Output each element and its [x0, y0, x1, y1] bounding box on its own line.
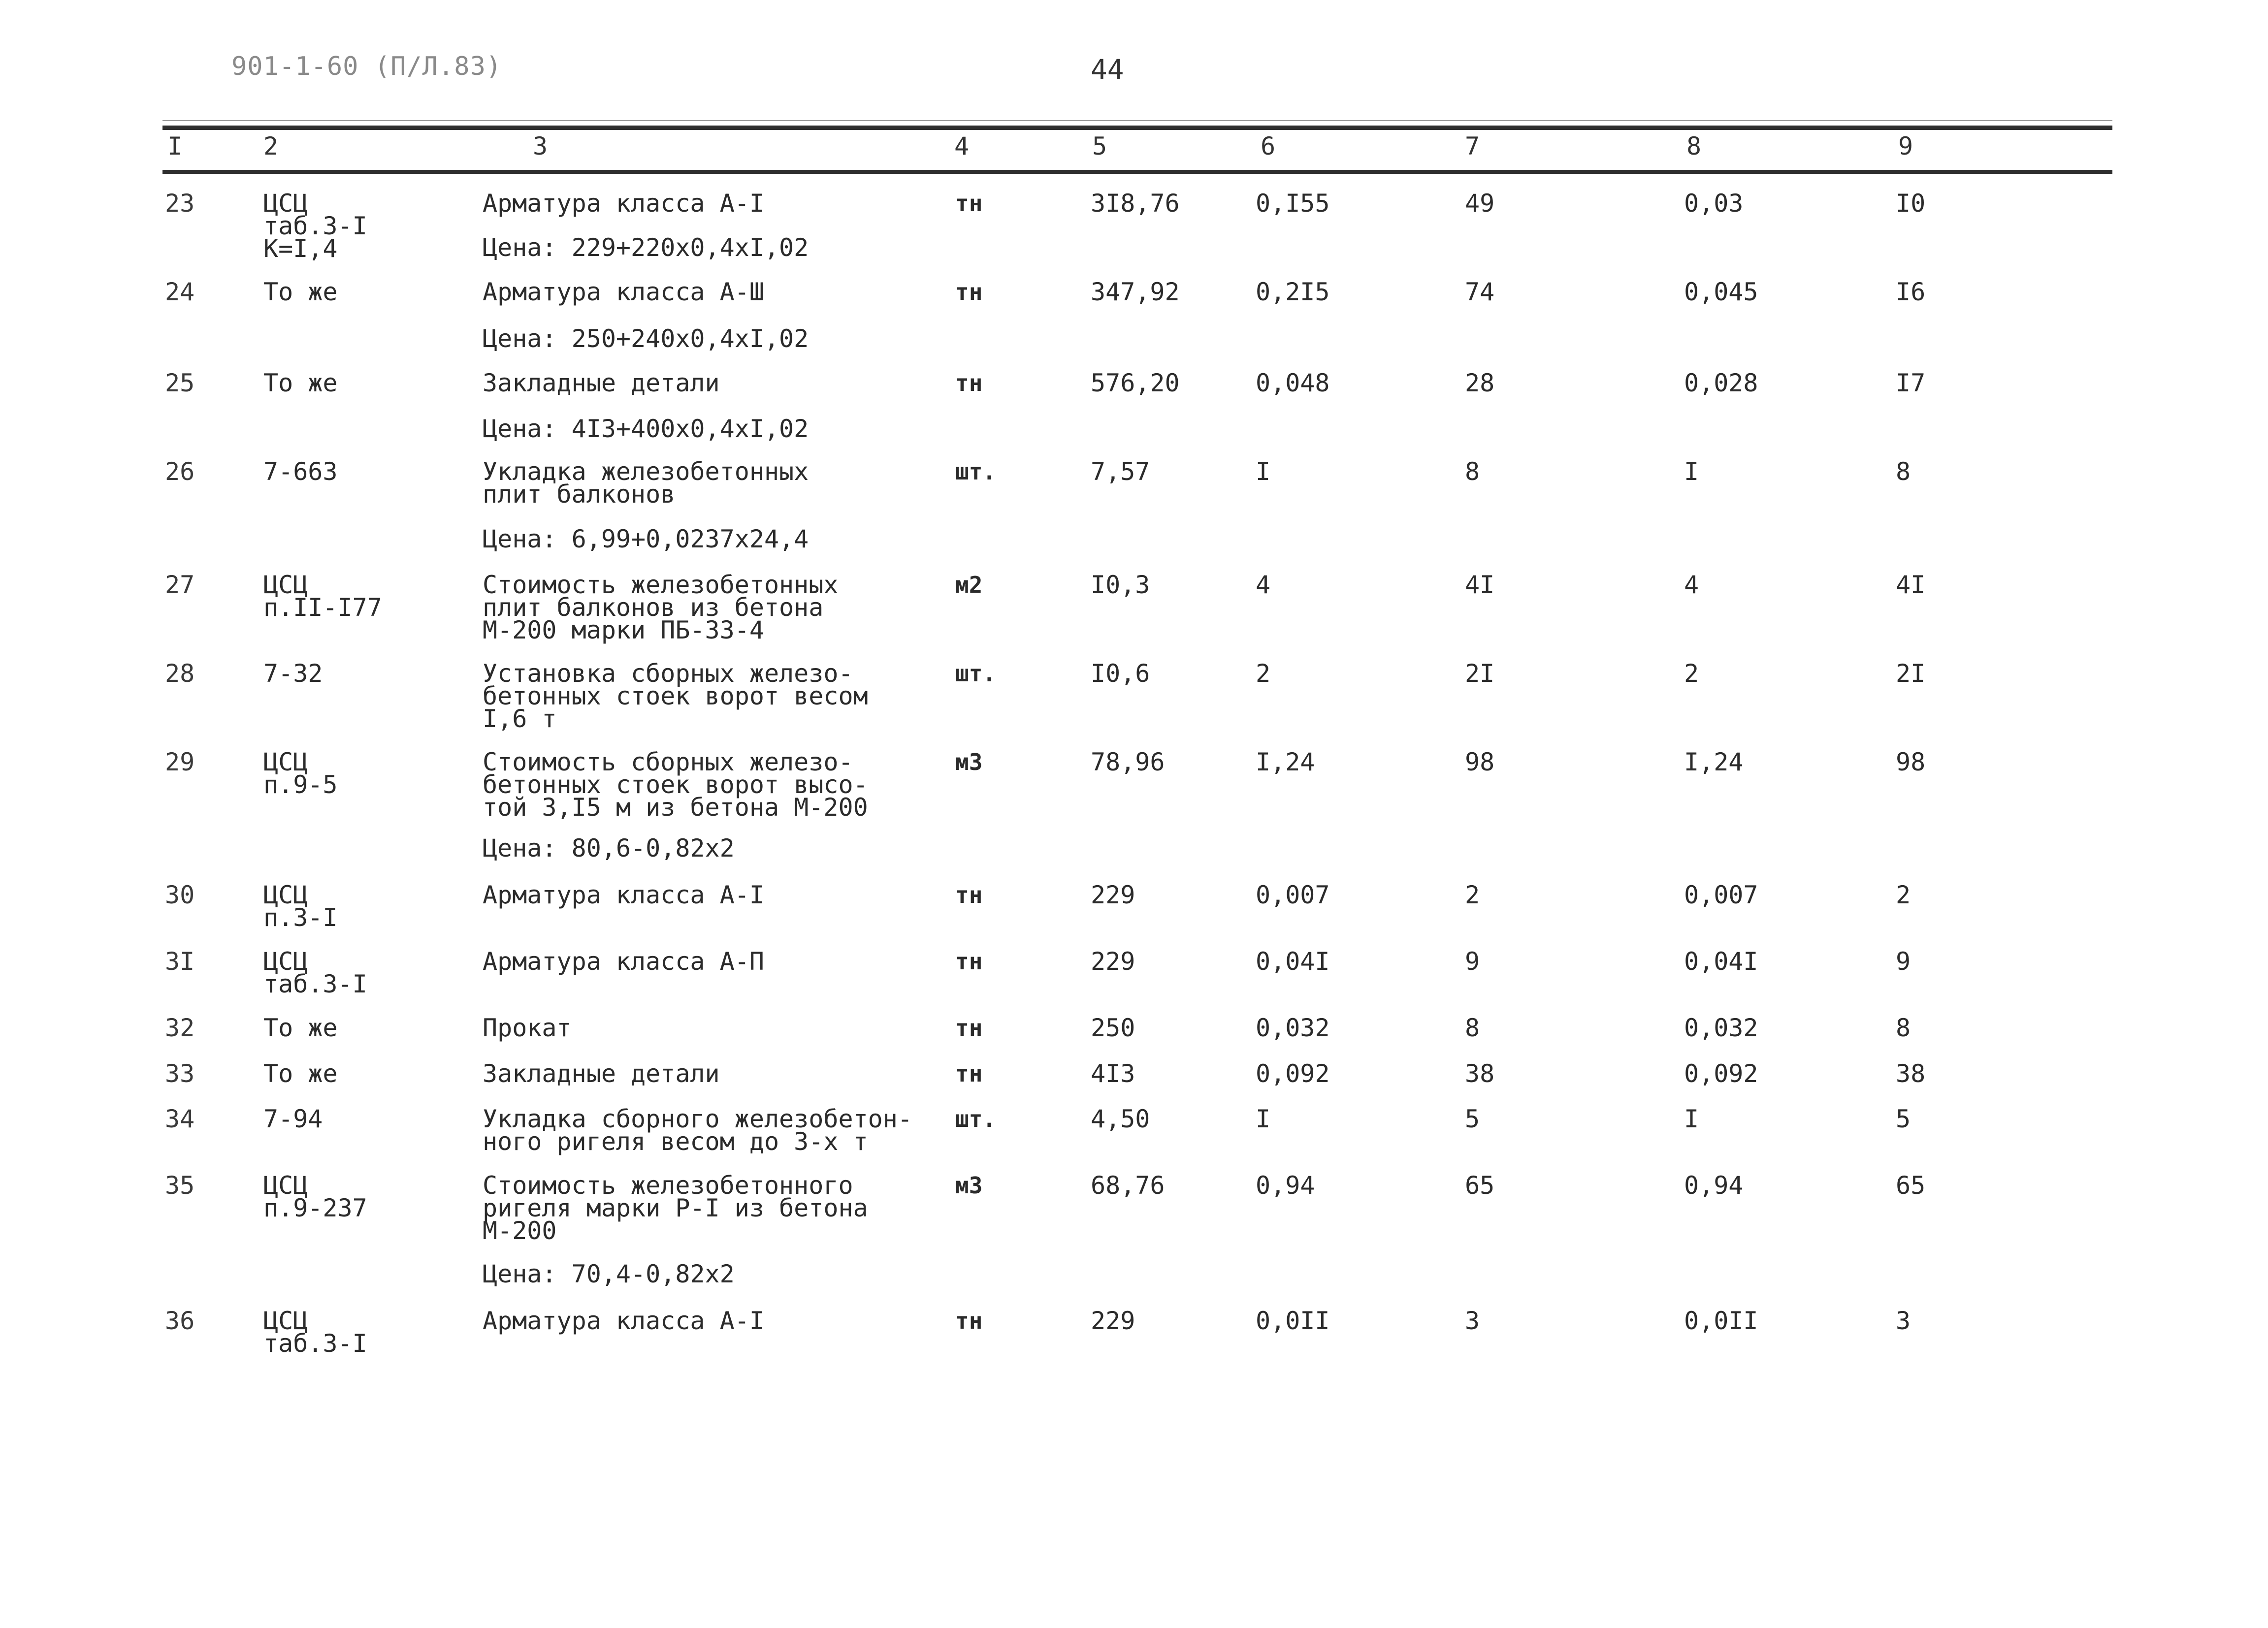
row-value-col6: I: [1256, 457, 1271, 486]
column-header-2: 2: [263, 132, 279, 160]
row-number: 32: [165, 1014, 195, 1042]
row-number: 33: [165, 1059, 195, 1088]
row-unit: тн: [955, 190, 983, 217]
row-value-col7: 38: [1465, 1059, 1495, 1088]
row-value-col8: 0,03: [1684, 189, 1744, 218]
row-value-col9: 2: [1896, 881, 1911, 909]
row-unit: м3: [955, 1172, 983, 1199]
row-value-col6: 0,04I: [1256, 947, 1330, 976]
row-reference: ЦСЦ п.9-5: [263, 748, 338, 799]
row-description: Арматура класса А-I: [483, 189, 764, 218]
row-value-col9: 8: [1896, 457, 1911, 486]
row-number: 34: [165, 1105, 195, 1133]
row-description: Укладка сборного железобетон- ного ригеля весом до 3-х т: [483, 1105, 912, 1156]
row-value-col5: 4,50: [1091, 1105, 1150, 1133]
row-value-col5: I0,3: [1091, 571, 1150, 599]
row-value-col6: 2: [1256, 659, 1271, 688]
row-number: 28: [165, 659, 195, 688]
row-value-col8: 4: [1684, 571, 1699, 599]
row-reference: То же: [263, 1014, 338, 1042]
page-number: 44: [1091, 54, 1124, 86]
row-description: Арматура класса А-I: [483, 881, 764, 909]
column-header-6: 6: [1261, 132, 1276, 160]
row-description: Арматура класса А-П: [483, 947, 764, 976]
row-reference: ЦСЦ п.II-I77: [263, 571, 382, 622]
row-value-col7: 9: [1465, 947, 1480, 976]
row-value-col7: 8: [1465, 1014, 1480, 1042]
header-rule-bottom: [162, 170, 2112, 174]
row-value-col5: 229: [1091, 947, 1135, 976]
row-reference: 7-32: [263, 659, 323, 688]
row-value-col8: 0,045: [1684, 278, 1758, 306]
row-description: Закладные детали: [483, 369, 720, 397]
row-value-col9: 5: [1896, 1105, 1911, 1133]
row-value-col9: 65: [1896, 1171, 1926, 1200]
row-price-formula: Цена: 6,99+0,0237х24,4: [483, 525, 809, 553]
row-description: Стоимость сборных железо- бетонных стоек ворот высо- той 3,I5 м из бетона М-200: [483, 748, 868, 822]
row-value-col7: 4I: [1465, 571, 1495, 599]
row-unit: м3: [955, 749, 983, 775]
row-value-col5: 78,96: [1091, 748, 1165, 776]
column-header-1: I: [167, 132, 183, 160]
row-unit: тн: [955, 370, 983, 396]
row-unit: м2: [955, 572, 983, 598]
row-number: 26: [165, 457, 195, 486]
row-reference: ЦСЦ п.9-237: [263, 1171, 367, 1222]
column-header-4: 4: [954, 132, 970, 160]
row-value-col9: 8: [1896, 1014, 1911, 1042]
row-unit: тн: [955, 1308, 983, 1334]
row-value-col6: 0,I55: [1256, 189, 1330, 218]
row-value-col9: 2I: [1896, 659, 1926, 688]
row-value-col7: 2I: [1465, 659, 1495, 688]
row-price-formula: Цена: 70,4-0,82х2: [483, 1260, 735, 1288]
row-value-col6: 0,0II: [1256, 1307, 1330, 1335]
row-price-formula: Цена: 80,6-0,82х2: [483, 834, 735, 862]
row-unit: тн: [955, 279, 983, 305]
row-value-col9: I6: [1896, 278, 1926, 306]
row-value-col8: 0,028: [1684, 369, 1758, 397]
row-number: 3I: [165, 947, 195, 976]
row-value-col7: 8: [1465, 457, 1480, 486]
row-unit: тн: [955, 1015, 983, 1041]
row-description: Закладные детали: [483, 1059, 720, 1088]
column-header-3: 3: [533, 132, 548, 160]
header-rule-top: [162, 126, 2112, 130]
row-value-col8: 2: [1684, 659, 1699, 688]
row-price-formula: Цена: 4I3+400х0,4хI,02: [483, 415, 809, 443]
row-value-col5: 229: [1091, 881, 1135, 909]
row-value-col9: 3: [1896, 1307, 1911, 1335]
column-header-7: 7: [1465, 132, 1480, 160]
row-unit: тн: [955, 948, 983, 975]
row-description: Установка сборных железо- бетонных стоек ворот весом I,6 т: [483, 659, 868, 733]
row-value-col5: 68,76: [1091, 1171, 1165, 1200]
row-reference: То же: [263, 1059, 338, 1088]
row-value-col6: 0,092: [1256, 1059, 1330, 1088]
row-value-col7: 98: [1465, 748, 1495, 776]
row-value-col5: 347,92: [1091, 278, 1180, 306]
row-value-col6: I,24: [1256, 748, 1315, 776]
row-description: Арматура класса А-I: [483, 1307, 764, 1335]
row-reference: То же: [263, 278, 338, 306]
row-price-formula: Цена: 250+240х0,4хI,02: [483, 324, 809, 353]
row-value-col5: 250: [1091, 1014, 1135, 1042]
row-unit: шт.: [955, 1106, 997, 1132]
row-number: 36: [165, 1307, 195, 1335]
row-reference: ЦСЦ таб.3-I: [263, 1307, 367, 1358]
row-reference: 7-663: [263, 457, 338, 486]
row-unit: шт.: [955, 458, 997, 485]
row-value-col8: 0,007: [1684, 881, 1758, 909]
row-description: Стоимость железобетонного ригеля марки Р-I из бетона М-200: [483, 1171, 868, 1245]
row-value-col9: 4I: [1896, 571, 1926, 599]
row-value-col5: 3I8,76: [1091, 189, 1180, 218]
row-value-col6: 0,94: [1256, 1171, 1315, 1200]
row-reference: ЦСЦ таб.3-I: [263, 947, 367, 998]
row-reference: ЦСЦ п.3-I: [263, 881, 338, 932]
row-number: 24: [165, 278, 195, 306]
row-value-col5: I0,6: [1091, 659, 1150, 688]
row-unit: тн: [955, 1060, 983, 1087]
row-reference: ЦСЦ таб.3-I К=I,4: [263, 189, 367, 263]
row-price-formula: Цена: 229+220х0,4хI,02: [483, 233, 809, 262]
row-value-col8: I,24: [1684, 748, 1744, 776]
row-reference: То же: [263, 369, 338, 397]
row-description: Прокат: [483, 1014, 572, 1042]
row-value-col6: 4: [1256, 571, 1271, 599]
row-reference: 7-94: [263, 1105, 323, 1133]
row-unit: тн: [955, 882, 983, 908]
row-number: 25: [165, 369, 195, 397]
row-description: Стоимость железобетонных плит балконов из бетона М-200 марки ПБ-33-4: [483, 571, 839, 644]
row-unit: шт.: [955, 660, 997, 687]
row-value-col8: 0,092: [1684, 1059, 1758, 1088]
row-description: Укладка железобетонных плит балконов: [483, 457, 809, 509]
row-number: 23: [165, 189, 195, 218]
row-value-col8: I: [1684, 1105, 1699, 1133]
row-value-col8: 0,032: [1684, 1014, 1758, 1042]
row-value-col7: 49: [1465, 189, 1495, 218]
row-value-col9: 38: [1896, 1059, 1926, 1088]
row-value-col7: 2: [1465, 881, 1480, 909]
column-header-9: 9: [1898, 132, 1913, 160]
row-value-col9: I0: [1896, 189, 1926, 218]
row-value-col7: 28: [1465, 369, 1495, 397]
row-value-col7: 65: [1465, 1171, 1495, 1200]
row-value-col7: 74: [1465, 278, 1495, 306]
row-value-col9: 98: [1896, 748, 1926, 776]
column-header-8: 8: [1686, 132, 1702, 160]
row-value-col6: 0,2I5: [1256, 278, 1330, 306]
row-number: 30: [165, 881, 195, 909]
row-value-col6: I: [1256, 1105, 1271, 1133]
row-value-col9: I7: [1896, 369, 1926, 397]
header-rule-thin: [162, 120, 2112, 121]
row-value-col5: 4I3: [1091, 1059, 1135, 1088]
row-value-col7: 5: [1465, 1105, 1480, 1133]
row-description: Арматура класса А-Ш: [483, 278, 764, 306]
row-value-col5: 7,57: [1091, 457, 1150, 486]
row-value-col8: 0,0II: [1684, 1307, 1758, 1335]
row-value-col6: 0,032: [1256, 1014, 1330, 1042]
row-number: 35: [165, 1171, 195, 1200]
row-value-col8: 0,94: [1684, 1171, 1744, 1200]
row-value-col7: 3: [1465, 1307, 1480, 1335]
document-code: 901-1-60 (П/Л.83): [231, 52, 502, 81]
row-value-col9: 9: [1896, 947, 1911, 976]
row-value-col5: 229: [1091, 1307, 1135, 1335]
row-value-col6: 0,007: [1256, 881, 1330, 909]
row-value-col8: I: [1684, 457, 1699, 486]
row-number: 27: [165, 571, 195, 599]
row-value-col6: 0,048: [1256, 369, 1330, 397]
row-number: 29: [165, 748, 195, 776]
column-header-5: 5: [1092, 132, 1107, 160]
row-value-col8: 0,04I: [1684, 947, 1758, 976]
row-value-col5: 576,20: [1091, 369, 1180, 397]
